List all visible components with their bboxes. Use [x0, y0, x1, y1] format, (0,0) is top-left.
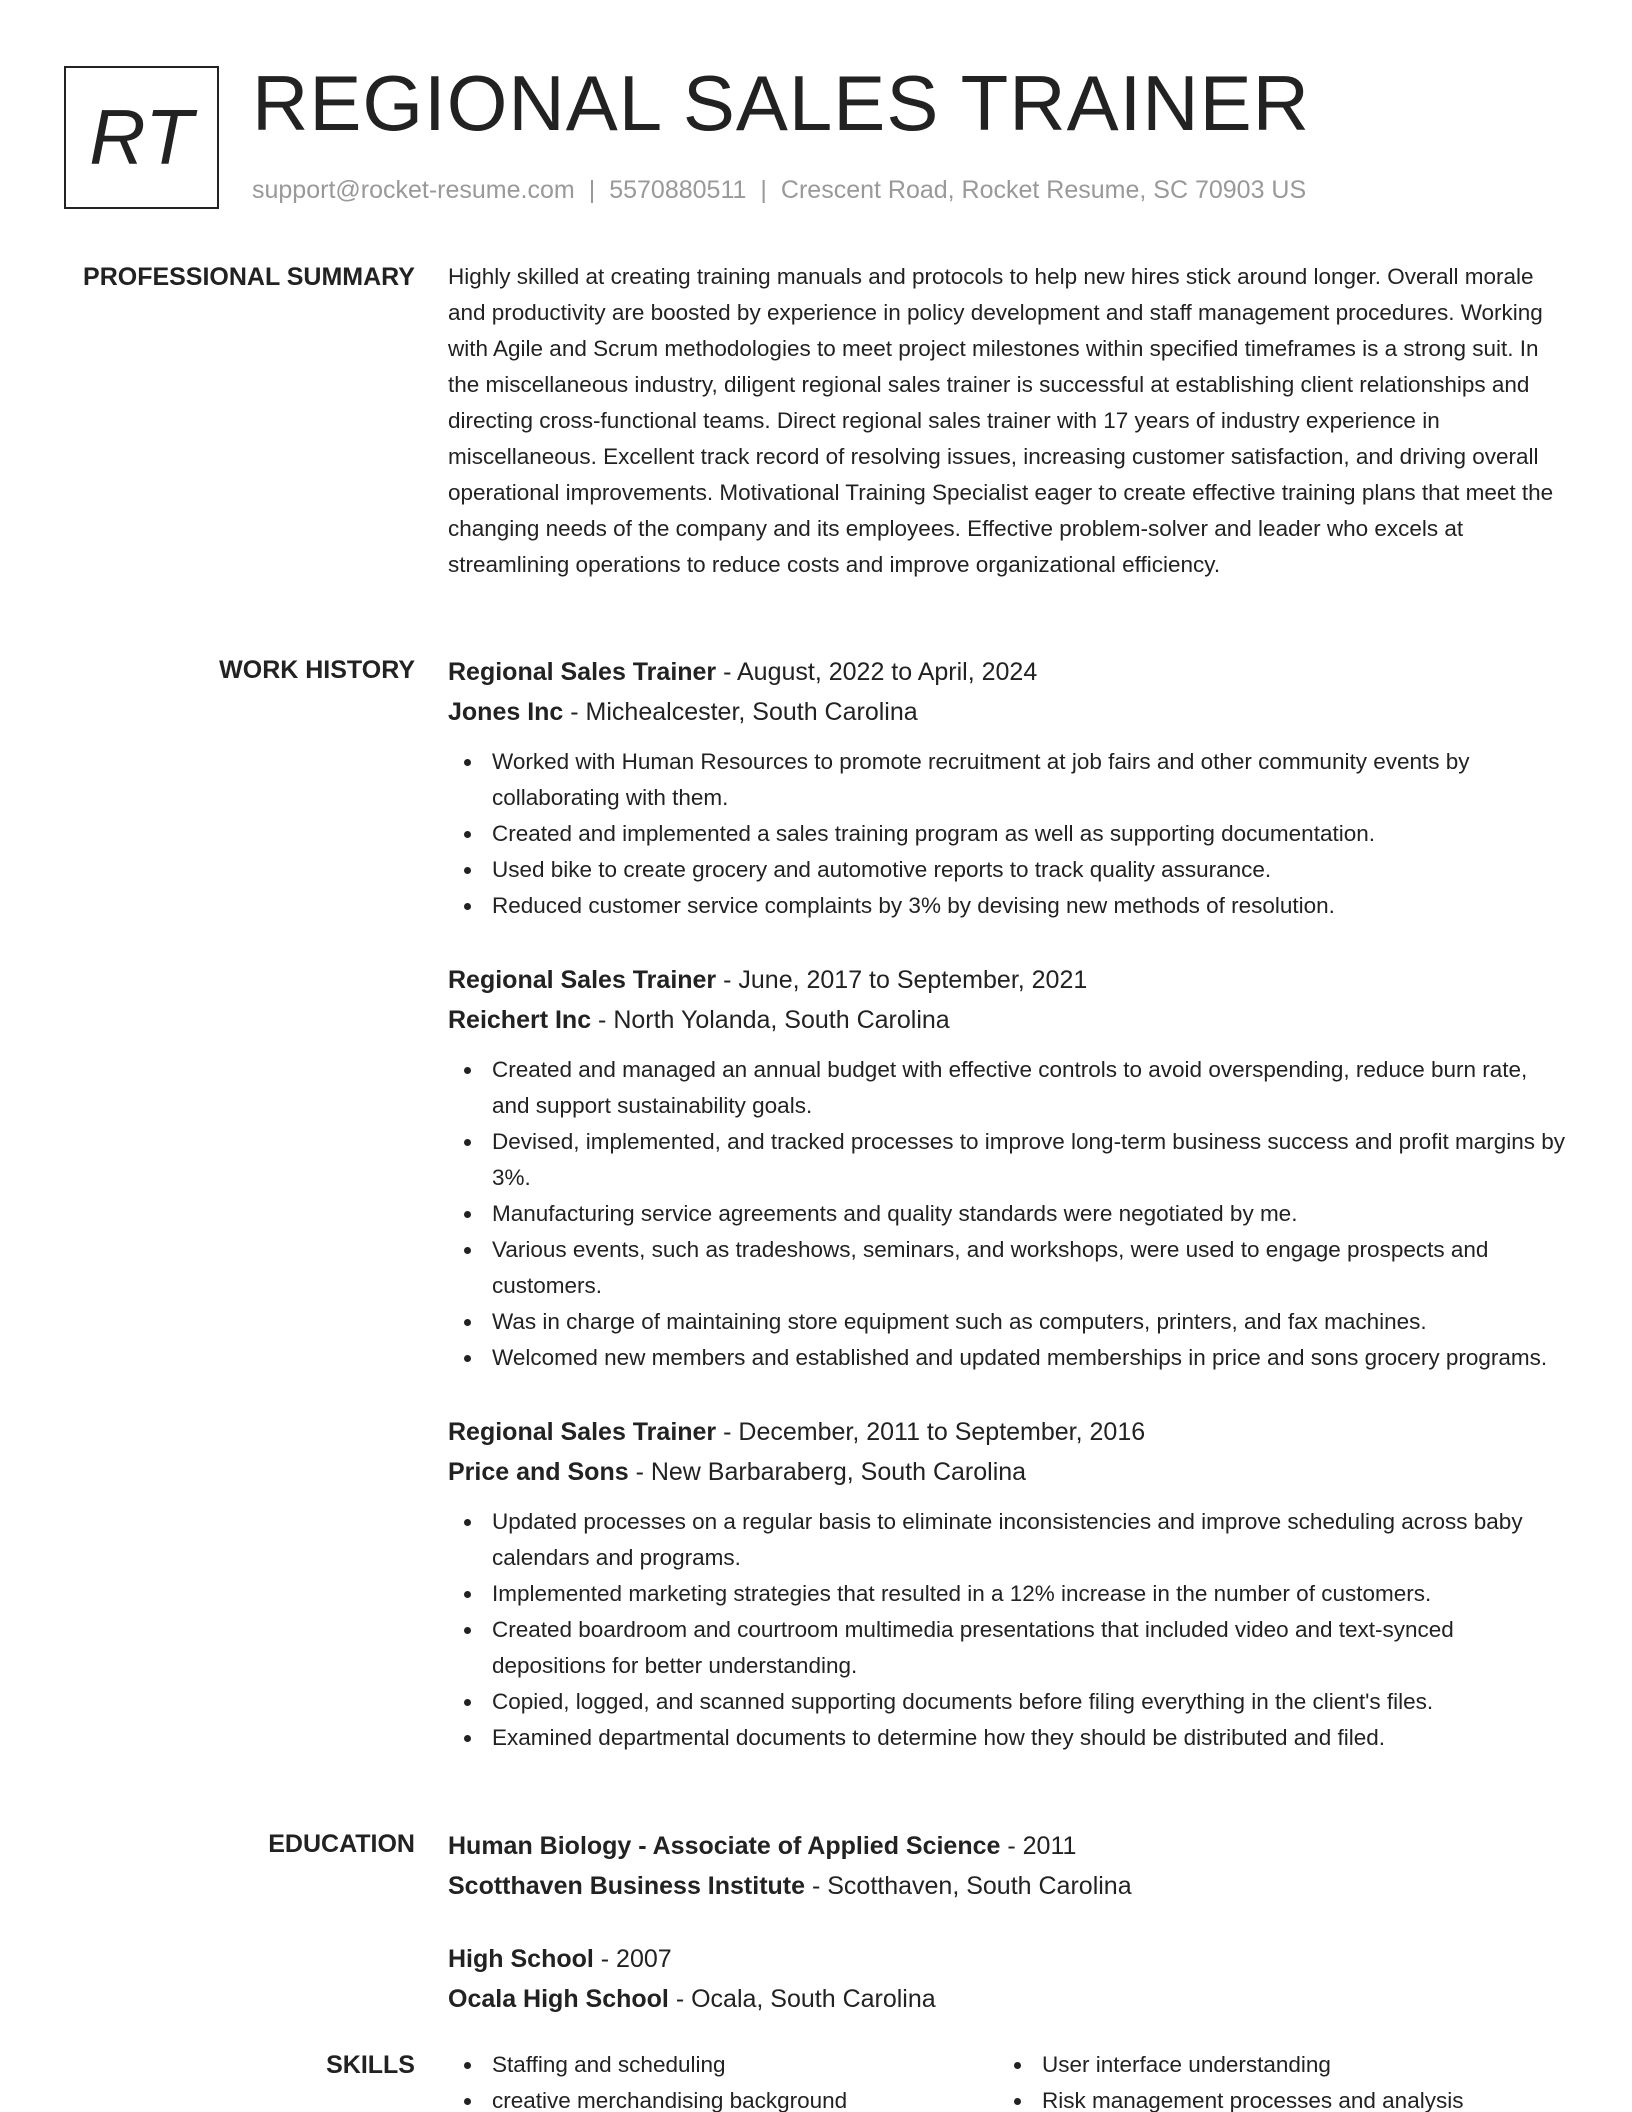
summary-text: Highly skilled at creating training manuals and protocols to help new hires stick around longer. Overall morale and productivity are boosted by experience in policy development and staff management procedures. Working with Agile and Scrum methodologies to meet project milestones within specified timeframes is a strong suit. In the miscellaneous industry, diligent regional sales trainer is successful at establishing client relationships and directing cross-functional teams. Direct regional sales trainer with 17 years of industry experience in miscellaneous. Excellent track record of resolving issues, increasing customer satisfaction, and driving overall operational improvements. Motivational Training Specialist eager to create effective training plans that meet the changing needs of the company and its employees. Effective problem-solver and leader who excels at streamlining operations to reduce costs and improve organizational efficiency. — [448, 264, 1554, 577]
job-title: Regional Sales Trainer — [448, 966, 717, 994]
skill-item: Staffing and scheduling — [448, 2047, 998, 2083]
job-bullet: Used bike to create grocery and automotive reports to track quality assurance. — [448, 852, 1568, 888]
job-bullets — [448, 1052, 1568, 1376]
education-school: Ocala High School — [448, 1985, 669, 2013]
job-company-line — [448, 1000, 1568, 1040]
education-year: - 2007 — [593, 1945, 672, 1973]
job-entry — [448, 1412, 1568, 1756]
education-entry — [448, 1826, 1568, 1906]
contact-separator: | — [760, 176, 767, 204]
job-entry — [448, 652, 1568, 924]
job-dates: - December, 2011 to September, 2016 — [716, 1418, 1146, 1446]
skill-item: creative merchandising background — [448, 2083, 998, 2112]
job-company-line — [448, 1452, 1568, 1492]
monogram-box — [64, 66, 219, 209]
section-label-skills: SKILLS — [326, 2051, 415, 2079]
job-bullet: Worked with Human Resources to promote recruitment at job fairs and other community events by collaborating with them. — [448, 744, 1568, 816]
job-location: - North Yolanda, South Carolina — [591, 1006, 950, 1034]
skill-item: User interface understanding — [998, 2047, 1558, 2083]
job-location: - New Barbaraberg, South Carolina — [628, 1458, 1027, 1486]
education-entry — [448, 1939, 1568, 2019]
education-school: Scotthaven Business Institute — [448, 1872, 806, 1900]
job-company: Price and Sons — [448, 1458, 629, 1486]
monogram-initials: RT — [89, 93, 194, 181]
job-bullet: Examined departmental documents to determine how they should be distributed and filed. — [448, 1720, 1568, 1756]
job-bullet: Manufacturing service agreements and quality standards were negotiated by me. — [448, 1196, 1568, 1232]
job-bullet: Implemented marketing strategies that resulted in a 12% increase in the number of customers. — [448, 1576, 1568, 1612]
job-bullet: Welcomed new members and established and updated memberships in price and sons grocery programs. — [448, 1340, 1568, 1376]
skills-grid — [448, 2047, 1568, 2112]
job-title: Regional Sales Trainer — [448, 1418, 717, 1446]
job-title-line — [448, 960, 1568, 1000]
job-location: - Michealcester, South Carolina — [563, 698, 918, 726]
education-year: - 2011 — [1000, 1832, 1077, 1860]
job-bullet: Created and implemented a sales training program as well as supporting documentation. — [448, 816, 1568, 852]
skills-column-right — [998, 2047, 1558, 2112]
skill-item: Risk management processes and analysis — [998, 2083, 1558, 2112]
section-label-work-history: WORK HISTORY — [219, 656, 415, 684]
job-bullet: Reduced customer service complaints by 3% by devising new methods of resolution. — [448, 888, 1568, 924]
education-degree-line — [448, 1826, 1568, 1866]
education-school-line — [448, 1866, 1568, 1906]
education-location: - Scotthaven, South Carolina — [805, 1872, 1132, 1900]
education-degree: High School — [448, 1945, 594, 1973]
job-bullet: Updated processes on a regular basis to eliminate inconsistencies and improve scheduling across baby calendars and programs. — [448, 1504, 1568, 1576]
job-bullet: Copied, logged, and scanned supporting documents before filing everything in the client's files. — [448, 1684, 1568, 1720]
job-company: Reichert Inc — [448, 1006, 592, 1034]
job-bullets — [448, 744, 1568, 924]
contact-address: Crescent Road, Rocket Resume, SC 70903 US — [780, 176, 1307, 204]
job-bullet: Various events, such as tradeshows, seminars, and workshops, were used to engage prospects and customers. — [448, 1232, 1568, 1304]
job-bullet: Devised, implemented, and tracked processes to improve long-term business success and profit margins by 3%. — [448, 1124, 1568, 1196]
education-degree: Human Biology - Associate of Applied Science — [448, 1832, 1001, 1860]
job-dates: - August, 2022 to April, 2024 — [716, 658, 1038, 686]
education-location: - Ocala, South Carolina — [668, 1985, 936, 2013]
education-degree-line — [448, 1939, 1568, 1979]
job-company: Jones Inc — [448, 698, 564, 726]
section-label-summary: PROFESSIONAL SUMMARY — [83, 263, 415, 291]
job-title: Regional Sales Trainer — [448, 658, 717, 686]
job-bullets — [448, 1504, 1568, 1756]
contact-separator: | — [588, 176, 596, 204]
job-entry — [448, 960, 1568, 1376]
job-company-line — [448, 692, 1568, 732]
job-title-line — [448, 652, 1568, 692]
contact-line — [252, 176, 1306, 205]
page-title: REGIONAL SALES TRAINER — [252, 59, 1310, 147]
job-bullet: Was in charge of maintaining store equipment such as computers, printers, and fax machines. — [448, 1304, 1568, 1340]
section-label-education: EDUCATION — [268, 1830, 415, 1858]
job-title-line — [448, 1412, 1568, 1452]
job-bullet: Created and managed an annual budget with effective controls to avoid overspending, reduce burn rate, and support sustainability goals. — [448, 1052, 1568, 1124]
skills-column-left — [448, 2047, 998, 2112]
contact-email: support@rocket-resume.com — [252, 176, 575, 204]
job-dates: - June, 2017 to September, 2021 — [716, 966, 1088, 994]
contact-phone: 5570880511 — [609, 176, 747, 204]
job-bullet: Created boardroom and courtroom multimedia presentations that included video and text-synced depositions for better understanding. — [448, 1612, 1568, 1684]
education-school-line — [448, 1979, 1568, 2019]
